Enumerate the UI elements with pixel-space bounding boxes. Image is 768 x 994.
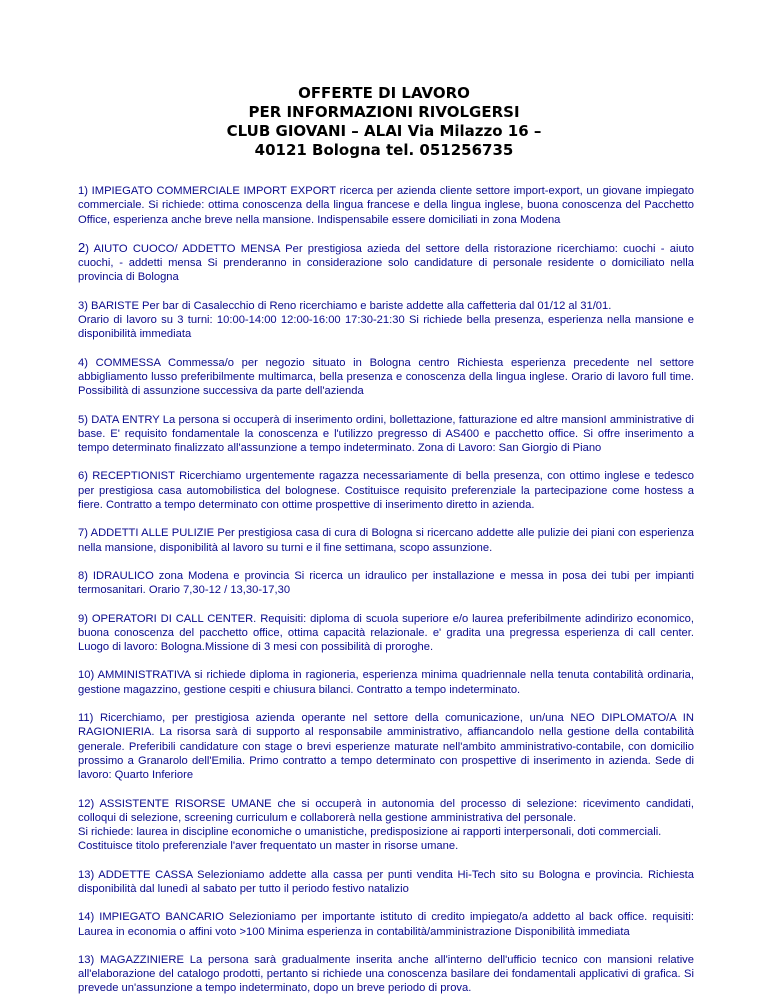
job-offer-3 — [78, 299, 694, 342]
job-offer-text: 11) Ricerchiamo, per prestigiosa azienda operante nel settore della comunicazione, un/una NEO DIPLOMATO/A IN RAGIONIERIA. La risorsa sarà di supporto al responsabile amministrativo, affiancandolo nella gestione della contabilità generale. Preferibili candidature con stage o brevi esperienze maturate nell'ambito amministrativo-contabile, con domicilio prossimo a Granarolo dell'Emilia. Primo contratto a tempo determinato con prospettive di inserimento in azienda. Sede di lavoro: Quarto Inferiore — [78, 712, 694, 782]
job-offer-8 — [78, 569, 694, 598]
job-offers-list — [78, 184, 694, 994]
job-offer-text: 14) IMPIEGATO BANCARIO Selezioniamo per importante istituto di credito impiegato/a addetto al back office. requisiti: Laurea in economia o affini voto >100 Minima esperienza in contabilità/amministrazione Disponibilità immediata — [78, 911, 694, 938]
job-offer-7 — [78, 526, 694, 555]
job-offer-text: 13) ADDETTE CASSA Selezioniamo addette alla cassa per punti vendita Hi-Tech sito su Bologna e provincia. Richiesta disponibilità dal lunedì al sabato per tutto il periodo festivo natalizio — [78, 868, 694, 895]
job-offer-14 — [78, 910, 694, 939]
job-offer-9 — [78, 612, 694, 655]
job-offer-text: Orario di lavoro su 3 turni: 10:00-14:00 12:00-16:00 17:30-21:30 Si richiede bella presenza, esperienza nella mansione e disponibilità immediata — [78, 314, 694, 341]
header-city-phone: 40121 Bologna tel. 051256735 — [254, 141, 514, 159]
job-offer-text: 4) COMMESSA Commessa/o per negozio situato in Bologna centro Richiesta esperienza precedente nel settore abbigliamento lusso preferibilmente multimarca, bella presenza e conoscenza della lingua inglese. Orario di lavoro full time. Possibilità di assunzione successiva da parte dell'azienda — [78, 356, 694, 398]
document-header — [0, 84, 768, 160]
job-offer-number: 2 — [78, 239, 86, 255]
job-offer-text: 10) AMMINISTRATIVA si richiede diploma in ragioneria, esperienza minima quadriennale nella tenuta contabilità ordinaria, gestione magazzino, gestione cespiti e chiusura bilanci. Contratto a tempo indeterminato. — [78, 669, 694, 696]
job-offer-text: 5) DATA ENTRY La persona si occuperà di inserimento ordini, bollettazione, fatturazione ed altre mansionI amministrative di base. E' requisito fondamentale la conoscenza e l'utilizzo pregresso di AS400 e pacchetto office. Si offre inserimento a tempo determinato finalizzato all'assunzione a tempo indeterminato. Zona di Lavoro: San Giorgio di Piano — [78, 413, 694, 455]
header-address: CLUB GIOVANI – ALAI Via Milazzo 16 – — [226, 122, 542, 140]
job-offer-text: 7) ADDETTI ALLE PULIZIE Per prestigiosa casa di cura di Bologna si ricercano addette alle pulizie dei piani con esperienza nella mansione, disponibilità al lavoro su turni e il fine settimana, scopo assunzione. — [78, 527, 694, 554]
job-offer-11 — [78, 711, 694, 782]
job-offer-text: ) AIUTO CUOCO/ ADDETTO MENSA Per prestigiosa azieda del settore della ristorazione ricerchiamo: cuochi - aiuto cuochi, - addetti mensa Si prenderanno in considerazione solo candidature di personale residente o domiciliato nella provincia di Bologna — [78, 242, 694, 284]
job-offer-second-line: Si richiede: laurea in discipline economiche o umanistiche, predisposizione ai rapporti interpersonali, doti commerciali. — [78, 826, 662, 839]
job-offer-6 — [78, 469, 694, 512]
job-offer-text: 13) MAGAZZINIERE La persona sarà gradualmente inserita anche all'interno dell'ufficio tecnico con mansioni relative all'elaborazione del catalogo prodotti, pertanto si richiede una conoscenza basilare dei fondamentali applicativi di grafica. Si prevede un'assunzione a tempo indeterminato, dopo un breve periodo di prova. — [78, 953, 694, 994]
job-offer-4 — [78, 356, 694, 399]
job-offer-1 — [78, 184, 694, 227]
job-offer-text: 9) OPERATORI DI CALL CENTER. Requisiti: diploma di scuola superiore e/o laurea preferibilmente adindirizo economico, buona conoscenza del pacchetto office, ottima capacità relazionale. e' gradita una pregressa esperienza di call center. Luogo di lavoro: Bologna.Missione di 3 mesi con possibilità di proroghe. — [78, 612, 694, 654]
job-offer-2 — [78, 241, 694, 285]
job-offer-10 — [78, 668, 694, 697]
job-offer-text: 6) RECEPTIONIST Ricerchiamo urgentemente ragazza necessariamente di bella presenza, con ottimo inglese e tedesco per prestigiosa casa automobilistica del bolognese. Costituisce requisito preferenziale la partecipazione come hostess a fiere. Contratto a tempo determinato con ottime prospettive di inserimento diretto in azienda. — [78, 470, 694, 512]
job-offer-5 — [78, 413, 694, 456]
job-offer-text: 1) IMPIEGATO COMMERCIALE IMPORT EXPORT ricerca per azienda cliente settore import-export, un giovane impiegato commerciale. Si richiede: ottima conoscenza della lingua francese e della lingua inglese, buona conoscenza del Pacchetto Office, esperienza anche breve nella mansione. Indispensabile essere domiciliati in zona Modena — [78, 185, 694, 226]
job-offer-15 — [78, 953, 694, 994]
header-subtitle: PER INFORMAZIONI RIVOLGERSI — [248, 103, 520, 121]
job-offer-first-line: 12) ASSISTENTE RISORSE UMANE che si occuperà in autonomia del processo di selezione: ricevimento candidati, colloqui di selezione, screening curriculum e collaborerà nella gestione amministrativa del personale. — [78, 797, 694, 824]
header-title: OFFERTE DI LAVORO — [298, 84, 470, 102]
job-offer-12 — [78, 797, 694, 854]
job-offer-text: 8) IDRAULICO zona Modena e provincia Si ricerca un idraulico per installazione e messa in posa dei tubi per impianti termosanitari. Orario 7,30-12 / 13,30-17,30 — [78, 569, 694, 597]
job-offer-13 — [78, 868, 694, 897]
job-offer-text: Costituisce titolo preferenziale l'aver frequentato un master in risorse umane. — [78, 840, 459, 853]
job-offer-first-line: 3) BARISTE Per bar di Casalecchio di Reno ricerchiamo e bariste addette alla caffetteria dal 01/12 al 31/01. — [78, 299, 612, 312]
